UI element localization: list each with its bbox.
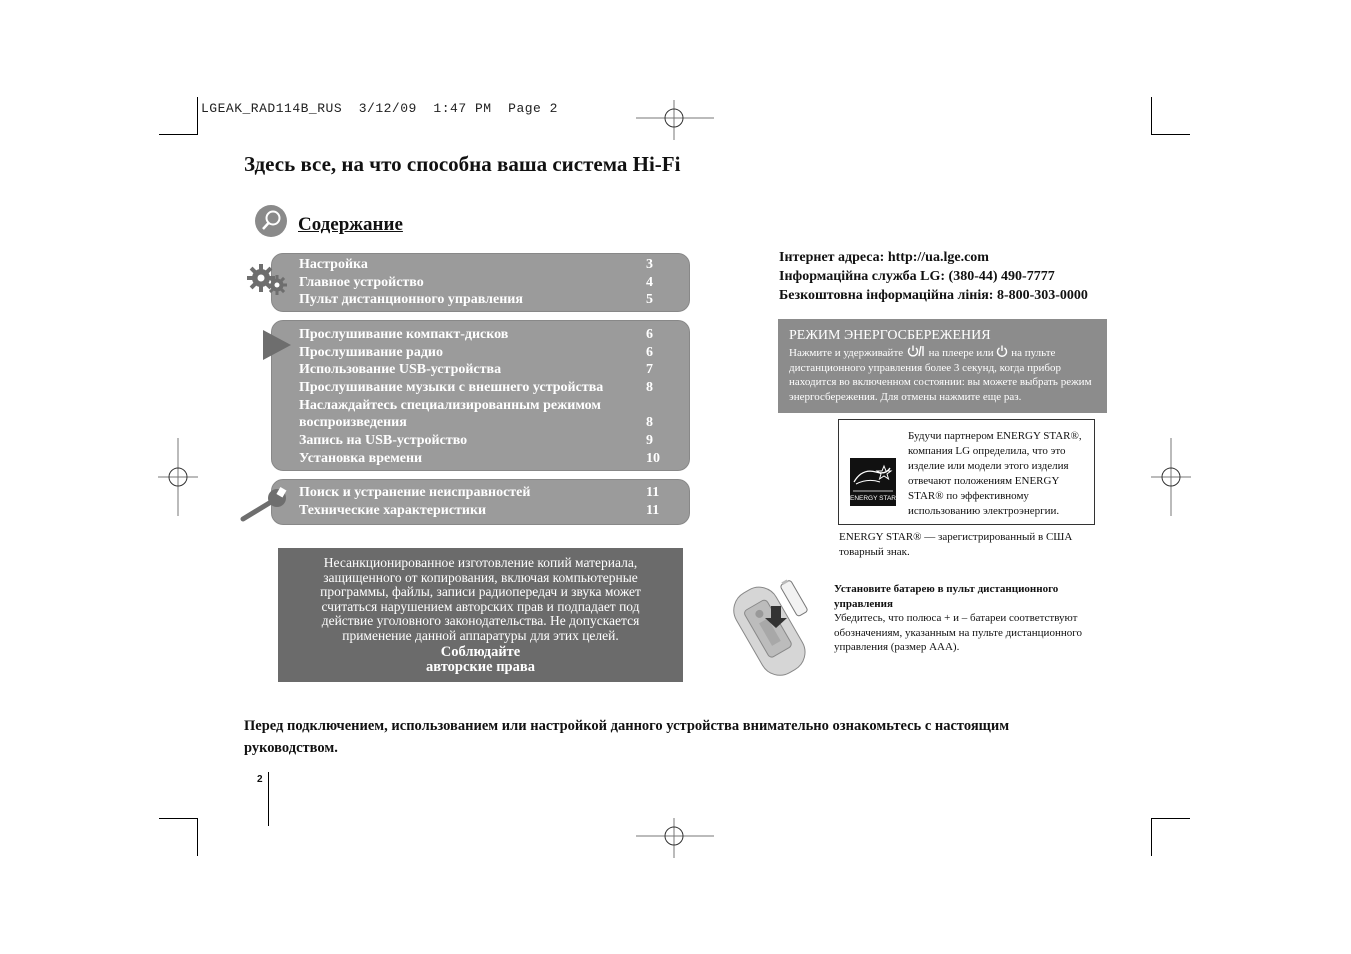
power-standby-icon bbox=[906, 345, 926, 357]
internet-address: Інтернет адреса: http://ua.lge.com bbox=[779, 250, 989, 265]
print-slug: LGEAK_RAD114B_RUS 3/12/09 1:47 PM Page 2 bbox=[201, 101, 558, 116]
toc-item[interactable]: Прослушивание компакт-дисков 6 bbox=[299, 327, 653, 342]
copyright-text: Несанкционированное изготовление копий материала, защищенного от копирования, включая компьютерные программы, файлы, записи радиопередач и звука может считаться нарушением авторских прав и подпадает под действие уголовного законодательства. Не допускается применение данной аппаратуры для этих целей. bbox=[320, 555, 641, 643]
toc-item[interactable]: Установка времени 10 bbox=[299, 450, 660, 466]
energy-star-box bbox=[838, 419, 1095, 525]
toc-group-support bbox=[271, 479, 690, 525]
remote-battery-illustration bbox=[715, 578, 827, 678]
battery-text: Убедитесь, что полюса + и – батареи соответствуют обозначениям, указанным на пульте дистанционного управления (размер AAA). bbox=[834, 612, 1082, 653]
toc-item[interactable]: Использование USB-устройства 7 bbox=[299, 362, 653, 377]
contents-title: Содержание bbox=[298, 214, 403, 235]
page-rule bbox=[268, 772, 269, 826]
hotline-phone: Безкоштовна інформаційна лінія: 8-800-303-0000 bbox=[779, 288, 1088, 303]
copyright-notice bbox=[278, 548, 683, 682]
search-icon bbox=[255, 205, 287, 237]
toc-item[interactable]: Запись на USB-устройство 9 bbox=[299, 433, 653, 448]
energy-saving-text: Нажмите и удерживайте на плеере или на пульте дистанционного управления более 3 секунд, когда прибор находится во включенном состоянии: вы можете выбрать режим энергосбережения. Для отмены нажмите еще раз. bbox=[789, 347, 1092, 403]
toc-item[interactable]: Настройка 3 bbox=[299, 257, 653, 272]
toc-group-playback bbox=[271, 320, 690, 471]
wrench-icon bbox=[239, 486, 291, 524]
energy-star-text: Будучи партнером ENERGY STAR®, компания LG определила, что это изделие или модели этого изделия отвечают положениям ENERGY STAR® по эффективному использованию электроэнергии. bbox=[908, 430, 1082, 517]
toc-item[interactable]: Наслаждайтесь специализированным режимом bbox=[299, 397, 601, 413]
power-icon bbox=[996, 345, 1008, 357]
crop-mark bbox=[159, 134, 197, 135]
energy-star-note: ENERGY STAR® — зарегистрированный в США товарный знак. bbox=[839, 531, 1073, 558]
page-number: 2 bbox=[257, 774, 263, 785]
toc-item[interactable]: Прослушивание музыки с внешнего устройства 8 bbox=[299, 380, 653, 395]
crop-mark bbox=[197, 818, 198, 856]
toc-item[interactable]: воспроизведения 8 bbox=[299, 415, 653, 430]
toc-group-setup bbox=[271, 253, 690, 312]
svg-text:ENERGY STAR: ENERGY STAR bbox=[850, 495, 896, 502]
registration-mark bbox=[158, 438, 198, 516]
crop-mark bbox=[1151, 97, 1152, 135]
read-manual-note: Перед подключением, использованием или настройкой данного устройства внимательно ознакомьтесь с настоящим руководством. bbox=[244, 718, 1010, 756]
registration-mark bbox=[636, 818, 714, 858]
page-title: Здесь все, на что способна ваша система Hi-Fi bbox=[244, 152, 681, 176]
registration-mark bbox=[1151, 438, 1191, 516]
battery-heading: Установите батарею в пульт дистанционного управления bbox=[834, 583, 1059, 610]
toc-item[interactable]: Поиск и устранение неисправностей 11 bbox=[299, 485, 660, 500]
play-icon bbox=[261, 328, 293, 362]
service-phone: Інформаційна служба LG: (380-44) 490-7777 bbox=[779, 269, 1055, 284]
registration-mark bbox=[636, 100, 714, 140]
crop-mark bbox=[1152, 134, 1190, 135]
crop-mark bbox=[1151, 818, 1152, 856]
toc-item[interactable]: Пульт дистанционного управления 5 bbox=[299, 292, 653, 307]
energy-saving-title: РЕЖИМ ЭНЕРГОСБЕРЕЖЕНИЯ bbox=[789, 328, 991, 343]
toc-item[interactable]: Главное устройство 4 bbox=[299, 274, 653, 290]
toc-item[interactable]: Технические характеристики 11 bbox=[299, 503, 660, 518]
copyright-heading-line1: Соблюдайте bbox=[440, 644, 521, 660]
gear-icon bbox=[247, 263, 289, 297]
toc-item[interactable]: Прослушивание радио 6 bbox=[299, 344, 653, 360]
crop-mark bbox=[1152, 818, 1190, 819]
copyright-heading-line2: авторские права bbox=[426, 659, 535, 675]
energy-saving-box bbox=[778, 319, 1107, 413]
energy-star-logo bbox=[850, 458, 896, 506]
crop-mark bbox=[197, 97, 198, 135]
crop-mark bbox=[159, 818, 197, 819]
